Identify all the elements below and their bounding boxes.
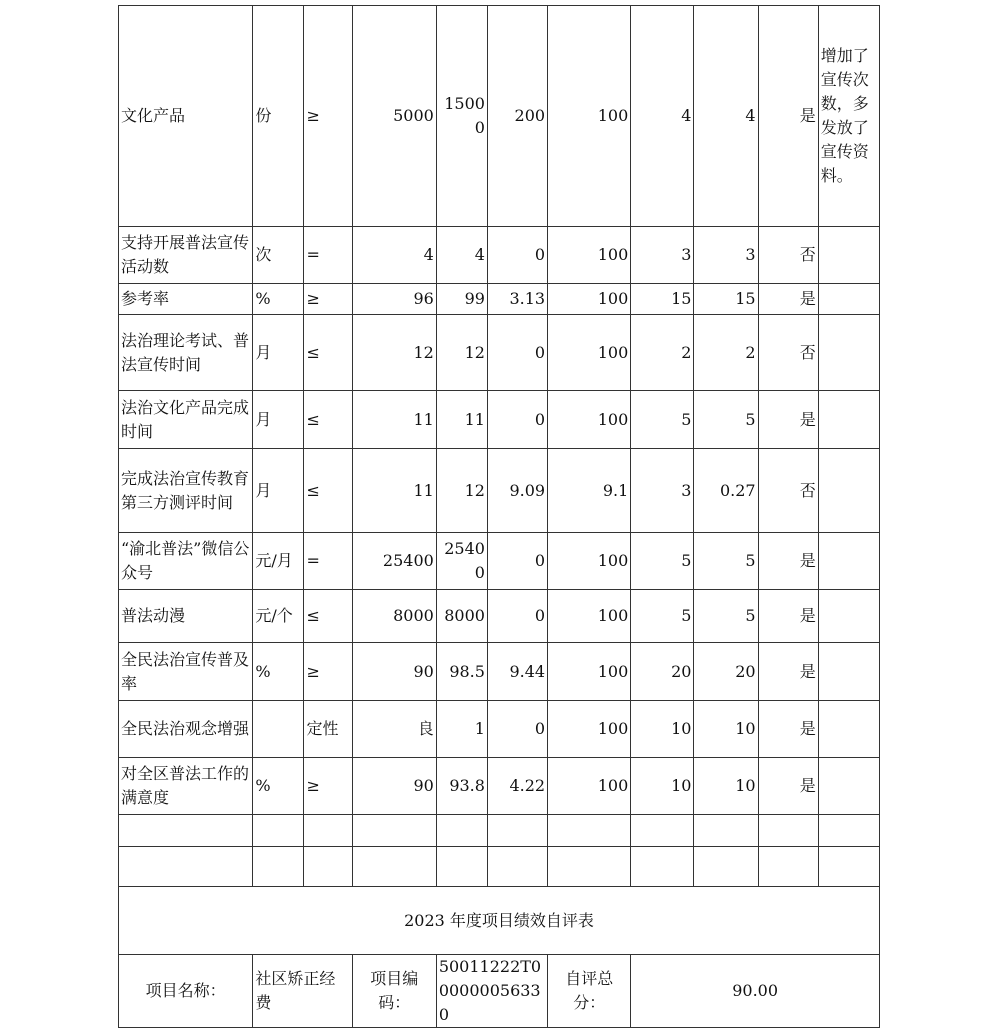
actual-value: 98.5 xyxy=(436,643,487,701)
table-row xyxy=(119,449,880,533)
operator: ≤ xyxy=(304,315,352,391)
completion-rate: 100 xyxy=(548,590,631,643)
completion-rate: 100 xyxy=(548,643,631,701)
section-title-row xyxy=(119,887,880,955)
table-body xyxy=(119,6,880,815)
indicator-name: 参考率 xyxy=(119,284,253,315)
deviation: 4.22 xyxy=(487,758,547,815)
note xyxy=(818,758,879,815)
performance-table xyxy=(118,5,880,1028)
note xyxy=(818,590,879,643)
indicator-name: “渝北普法”微信公众号 xyxy=(119,533,253,590)
operator: ≥ xyxy=(304,6,352,227)
operator: = xyxy=(304,227,352,284)
completion-rate: 100 xyxy=(548,533,631,590)
unit: % xyxy=(253,643,304,701)
target-value: 25400 xyxy=(352,533,436,590)
empty-row xyxy=(119,815,880,847)
met-flag: 是 xyxy=(758,643,818,701)
indicator-name: 法治理论考试、普法宣传时间 xyxy=(119,315,253,391)
actual-value: 99 xyxy=(436,284,487,315)
actual-value: 4 xyxy=(436,227,487,284)
weight: 5 xyxy=(631,533,694,590)
note xyxy=(818,449,879,533)
score: 5 xyxy=(694,590,758,643)
section-title: 2023 年度项目绩效自评表 xyxy=(119,887,880,955)
deviation: 0 xyxy=(487,590,547,643)
operator: 定性 xyxy=(304,701,352,758)
weight: 5 xyxy=(631,391,694,449)
actual-value: 93.8 xyxy=(436,758,487,815)
met-flag: 否 xyxy=(758,227,818,284)
target-value: 12 xyxy=(352,315,436,391)
completion-rate: 100 xyxy=(548,391,631,449)
completion-rate: 100 xyxy=(548,758,631,815)
weight: 3 xyxy=(631,227,694,284)
total-score: 90.00 xyxy=(631,955,880,1028)
completion-rate: 100 xyxy=(548,6,631,227)
target-value: 90 xyxy=(352,643,436,701)
actual-value: 12 xyxy=(436,315,487,391)
weight: 10 xyxy=(631,758,694,815)
unit: 元/个 xyxy=(253,590,304,643)
unit: 月 xyxy=(253,315,304,391)
target-value: 8000 xyxy=(352,590,436,643)
score: 4 xyxy=(694,6,758,227)
table-row xyxy=(119,701,880,758)
met-flag: 是 xyxy=(758,701,818,758)
weight: 20 xyxy=(631,643,694,701)
indicator-name: 完成法治宣传教育第三方测评时间 xyxy=(119,449,253,533)
unit xyxy=(253,701,304,758)
target-value: 96 xyxy=(352,284,436,315)
deviation: 0 xyxy=(487,315,547,391)
weight: 4 xyxy=(631,6,694,227)
indicator-name: 全民法治宣传普及率 xyxy=(119,643,253,701)
project-code: 50011222T000000056330 xyxy=(436,955,547,1028)
score: 10 xyxy=(694,701,758,758)
actual-value: 12 xyxy=(436,449,487,533)
indicator-name: 对全区普法工作的满意度 xyxy=(119,758,253,815)
weight: 2 xyxy=(631,315,694,391)
table-row xyxy=(119,284,880,315)
note xyxy=(818,701,879,758)
actual-value: 25400 xyxy=(436,533,487,590)
score: 2 xyxy=(694,315,758,391)
operator: ≥ xyxy=(304,643,352,701)
operator: ≤ xyxy=(304,590,352,643)
met-flag: 否 xyxy=(758,449,818,533)
unit: 元/月 xyxy=(253,533,304,590)
actual-value: 1 xyxy=(436,701,487,758)
weight: 15 xyxy=(631,284,694,315)
target-value: 5000 xyxy=(352,6,436,227)
score: 5 xyxy=(694,391,758,449)
deviation: 0 xyxy=(487,227,547,284)
project-code-label: 项目编码： xyxy=(352,955,436,1028)
deviation: 9.09 xyxy=(487,449,547,533)
met-flag: 是 xyxy=(758,590,818,643)
note xyxy=(818,284,879,315)
completion-rate: 100 xyxy=(548,284,631,315)
score: 0.27 xyxy=(694,449,758,533)
table-row xyxy=(119,590,880,643)
project-name: 社区矫正经费 xyxy=(253,955,352,1028)
met-flag: 是 xyxy=(758,758,818,815)
total-score-label: 自评总分： xyxy=(548,955,631,1028)
project-name-label: 项目名称： xyxy=(119,955,253,1028)
met-flag: 是 xyxy=(758,391,818,449)
deviation: 3.13 xyxy=(487,284,547,315)
actual-value: 8000 xyxy=(436,590,487,643)
target-value: 90 xyxy=(352,758,436,815)
score: 5 xyxy=(694,533,758,590)
deviation: 9.44 xyxy=(487,643,547,701)
operator: = xyxy=(304,533,352,590)
operator: ≤ xyxy=(304,391,352,449)
note xyxy=(818,643,879,701)
indicator-name: 普法动漫 xyxy=(119,590,253,643)
operator: ≥ xyxy=(304,284,352,315)
unit: 次 xyxy=(253,227,304,284)
target-value: 良 xyxy=(352,701,436,758)
table-row xyxy=(119,315,880,391)
table-footer xyxy=(119,815,880,1028)
table-row xyxy=(119,758,880,815)
unit: 月 xyxy=(253,391,304,449)
table-row xyxy=(119,227,880,284)
project-info-row xyxy=(119,955,880,1028)
weight: 10 xyxy=(631,701,694,758)
met-flag: 是 xyxy=(758,284,818,315)
weight: 3 xyxy=(631,449,694,533)
indicator-name: 文化产品 xyxy=(119,6,253,227)
met-flag: 是 xyxy=(758,6,818,227)
indicator-name: 全民法治观念增强 xyxy=(119,701,253,758)
table-row xyxy=(119,643,880,701)
completion-rate: 9.1 xyxy=(548,449,631,533)
actual-value: 11 xyxy=(436,391,487,449)
deviation: 0 xyxy=(487,391,547,449)
deviation: 0 xyxy=(487,701,547,758)
target-value: 4 xyxy=(352,227,436,284)
completion-rate: 100 xyxy=(548,315,631,391)
note: 增加了宣传次数，多发放了宣传资料。 xyxy=(818,6,879,227)
met-flag: 否 xyxy=(758,315,818,391)
target-value: 11 xyxy=(352,391,436,449)
operator: ≥ xyxy=(304,758,352,815)
unit: % xyxy=(253,284,304,315)
score: 3 xyxy=(694,227,758,284)
score: 10 xyxy=(694,758,758,815)
table-row xyxy=(119,6,880,227)
note xyxy=(818,391,879,449)
actual-value: 15000 xyxy=(436,6,487,227)
completion-rate: 100 xyxy=(548,227,631,284)
unit: 份 xyxy=(253,6,304,227)
indicator-name: 支持开展普法宣传活动数 xyxy=(119,227,253,284)
deviation: 0 xyxy=(487,533,547,590)
met-flag: 是 xyxy=(758,533,818,590)
target-value: 11 xyxy=(352,449,436,533)
deviation: 200 xyxy=(487,6,547,227)
operator: ≤ xyxy=(304,449,352,533)
score: 20 xyxy=(694,643,758,701)
indicator-name: 法治文化产品完成时间 xyxy=(119,391,253,449)
weight: 5 xyxy=(631,590,694,643)
unit: 月 xyxy=(253,449,304,533)
empty-row xyxy=(119,847,880,887)
table-row xyxy=(119,391,880,449)
note xyxy=(818,227,879,284)
score: 15 xyxy=(694,284,758,315)
table-row xyxy=(119,533,880,590)
note xyxy=(818,533,879,590)
completion-rate: 100 xyxy=(548,701,631,758)
note xyxy=(818,315,879,391)
unit: % xyxy=(253,758,304,815)
